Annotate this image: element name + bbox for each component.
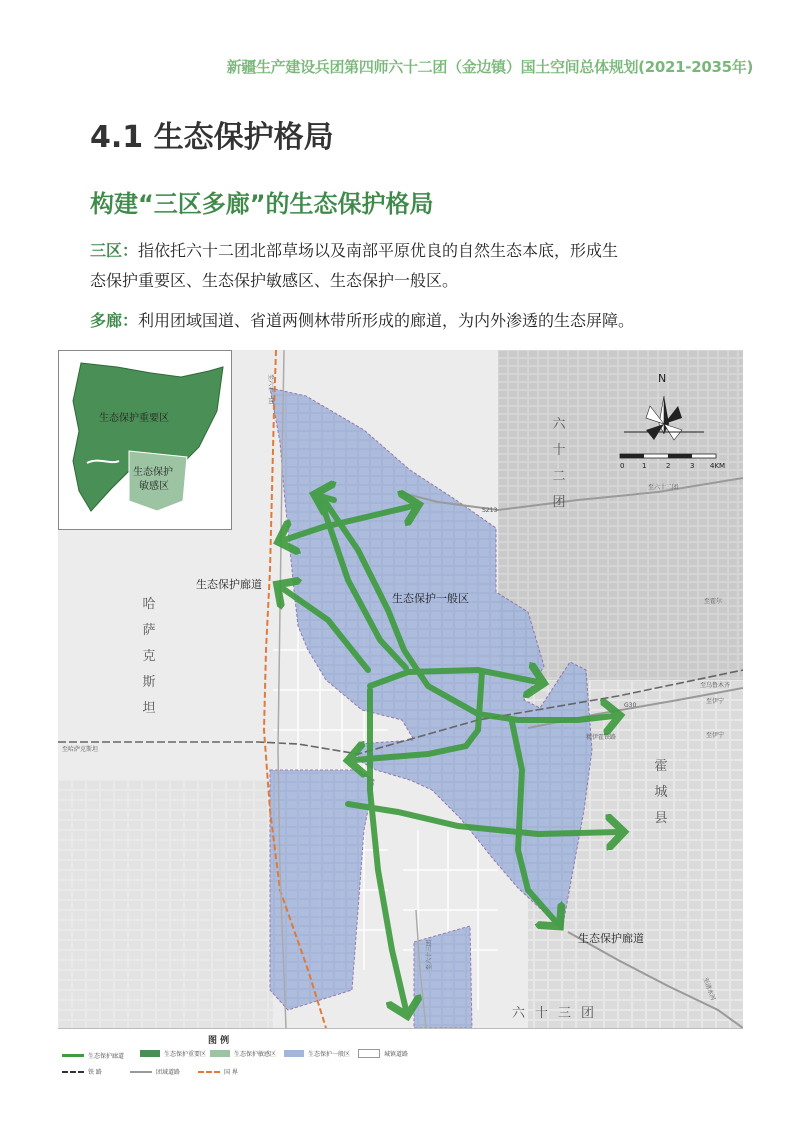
paragraph-three-zones: [90, 236, 618, 296]
document-header: 新疆生产建设兵团第四师六十二团（金边镇）国土空间总体规划(2021-2035年): [226, 58, 753, 76]
legend-item-town-road: [358, 1049, 408, 1058]
legend-item-border: [198, 1067, 238, 1076]
west-terrain: [58, 780, 273, 1028]
legend-item-corridor: [62, 1051, 124, 1060]
keyword-three-zones: 三区：: [90, 241, 139, 260]
place-liushier-char-3: 二: [552, 469, 566, 484]
three-zones-text-2: 态保护重要区、生态保护敏感区、生态保护一般区。: [90, 271, 459, 290]
road-label-to-yining-2: 至伊宁: [706, 732, 725, 739]
scale-tick-3: 3: [690, 462, 695, 470]
place-liushier: [552, 412, 566, 516]
place-hasakesitan: [142, 592, 156, 722]
road-label-to-kazakh: 至哈萨克斯坦: [62, 746, 99, 753]
corridor-north-arrow-1: [320, 496, 334, 500]
place-hasakesitan-char-1: 哈: [142, 597, 156, 612]
road-label-to-urumqi: 至乌鲁木齐: [700, 682, 731, 689]
road-label-s213: S213: [482, 507, 498, 514]
scale-tick-2: 2: [666, 462, 671, 470]
legend-swatch-sensitive: [210, 1050, 230, 1057]
northeast-farmland: [498, 350, 743, 680]
legend-item-regional-road: [130, 1067, 180, 1076]
legend-item-important: [140, 1049, 206, 1058]
ecological-protection-map: [58, 350, 743, 1088]
place-hasakesitan-char-4: 斯: [142, 675, 156, 690]
legend-label-border: 国 界: [224, 1069, 238, 1076]
legend-label-corridor: 生态保护廊道: [88, 1053, 125, 1060]
place-huocheng-char-3: 县: [654, 811, 668, 826]
legend-label-regional-road: 团域道路: [156, 1069, 181, 1076]
map-legend: [58, 1028, 743, 1088]
legend-item-railway: [62, 1067, 102, 1076]
legend-swatch-railway: [62, 1071, 84, 1073]
section-subtitle: 构建“三区多廊”的生态保护格局: [90, 190, 434, 218]
compass-north-label: N: [658, 372, 667, 385]
corridors-text: 利用团域国道、省道两侧林带所形成的廊道，为内外渗透的生态屏障。: [138, 311, 635, 330]
road-label-to-huoerguosi: 至霍尔: [704, 598, 723, 605]
inset-important-label: 生态保护重要区: [99, 413, 169, 424]
scale-tick-4: 4KM: [710, 462, 726, 470]
place-hasakesitan-char-2: 萨: [142, 623, 156, 638]
place-liushisan: 六十三团: [512, 1006, 605, 1021]
legend-label-general: 生态保护一般区: [308, 1051, 351, 1058]
legend-swatch-corridor: [62, 1054, 84, 1057]
place-huocheng-char-1: 霍: [654, 759, 668, 774]
road-label-to61: 至六十一团: [267, 374, 274, 405]
keyword-corridors: 多廊：: [90, 311, 139, 330]
inset-sensitive-label-1: 生态保护: [133, 467, 173, 478]
place-liushier-char-1: 六: [552, 417, 566, 432]
scale-tick-1: 1: [642, 462, 647, 470]
legend-label-railway: 铁 路: [88, 1069, 102, 1076]
legend-swatch-regional-road: [130, 1071, 152, 1073]
paragraph-corridors: [90, 306, 634, 336]
place-liushier-char-4: 团: [552, 495, 566, 510]
legend-swatch-general: [284, 1050, 304, 1057]
scale-bar: [620, 454, 716, 458]
road-label-g30: G30: [624, 702, 637, 709]
legend-label-important: 生态保护重要区: [164, 1051, 207, 1058]
inset-map: [58, 350, 232, 530]
road-label-to62: 至六十二团: [648, 484, 679, 491]
three-zones-text: 指依托六十二团北部草场以及南部平原优良的自然生态本底，形成生: [138, 241, 619, 260]
place-huocheng-char-2: 城: [654, 785, 668, 800]
road-label-rail: 精伊霍铁路: [586, 734, 617, 741]
legend-item-general: [284, 1049, 350, 1058]
inset-sensitive-label-2: 敏感区: [139, 481, 169, 492]
inset-map-canvas: [59, 351, 231, 529]
place-liushier-char-2: 十: [552, 443, 566, 458]
section-title: 4.1 生态保护格局: [90, 120, 334, 155]
corridor-south-label: 生态保护廊道: [578, 932, 644, 945]
legend-swatch-border: [198, 1071, 220, 1073]
road-label-to-yining-1: 至伊宁: [706, 698, 725, 705]
legend-label-sensitive: 生态保护敏感区: [234, 1051, 277, 1058]
scale-tick-0: 0: [620, 462, 625, 470]
place-hasakesitan-char-5: 坦: [142, 701, 156, 716]
legend-item-sensitive: [210, 1049, 276, 1058]
road-label-to63: 至六十三团: [426, 939, 433, 970]
place-huocheng: [654, 754, 668, 832]
road-label-to-qingshui: 至清水河: [701, 976, 717, 1002]
corridor-west-label: 生态保护廊道: [196, 578, 262, 591]
legend-swatch-important: [140, 1050, 160, 1057]
place-hasakesitan-char-3: 克: [142, 649, 156, 664]
general-zone-label: 生态保护一般区: [392, 592, 469, 605]
legend-title: 图 例: [208, 1036, 230, 1046]
legend-label-town-road: 城镇道路: [384, 1051, 409, 1058]
legend-swatch-town-road: [358, 1049, 380, 1058]
general-protection-zone-southeast: [414, 926, 472, 1028]
